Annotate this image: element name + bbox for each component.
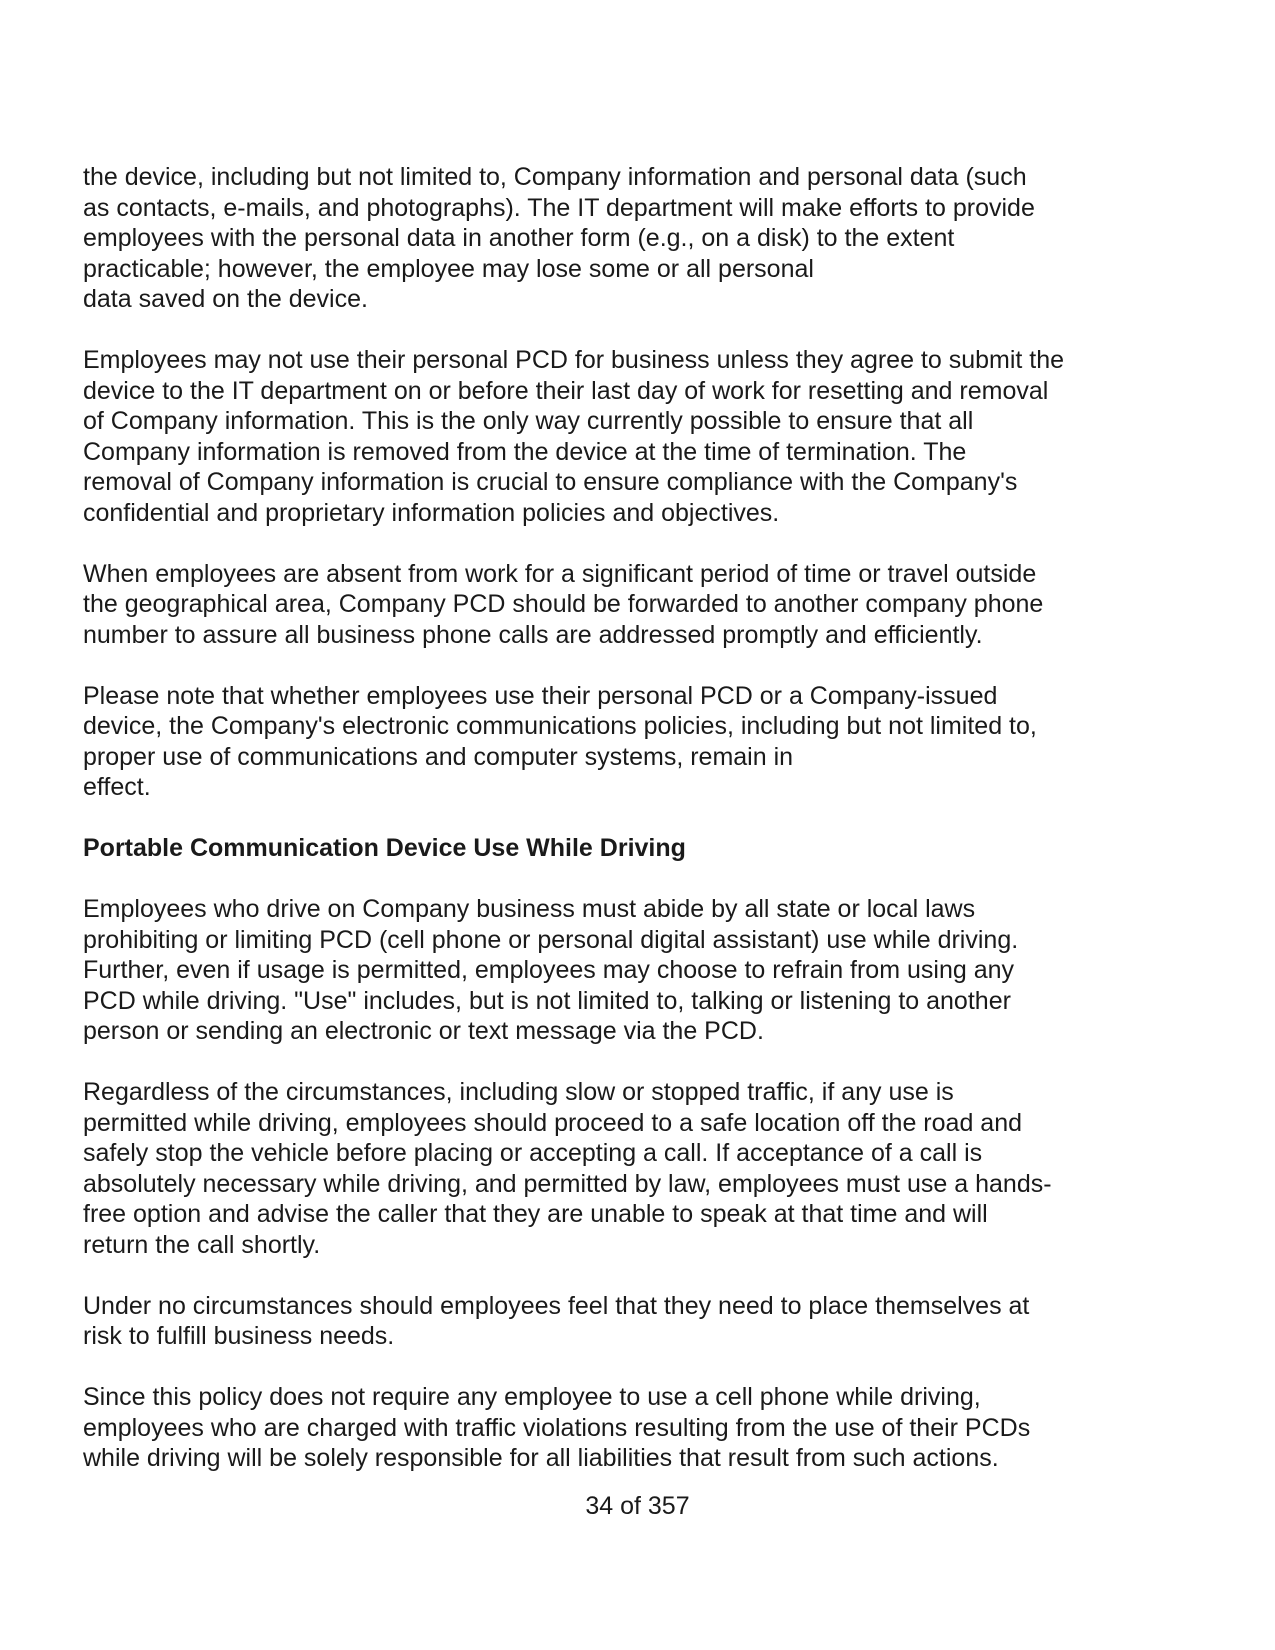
paragraph-policies-effect [83, 681, 1203, 803]
page-body [83, 162, 1203, 1474]
text-line: Employees may not use their personal PCD for business unless they agree to submit the [83, 346, 1065, 374]
text-line: data saved on the device. [83, 285, 368, 313]
text-line: while driving will be solely responsible for all liabilities that result from such actions. [83, 1444, 999, 1472]
text-line: prohibiting or limiting PCD (cell phone or personal digital assistant) use while driving. [83, 925, 1019, 954]
text-line: Employees who drive on Company business must abide by all state or local laws [83, 895, 976, 923]
text-line: Regardless of the circumstances, including slow or stopped traffic, if any use is [83, 1078, 954, 1106]
text-line: device to the IT department on or before their last day of work for resetting and removal [83, 376, 1049, 405]
text-line: employees with the personal data in another form (e.g., on a disk) to the extent [83, 224, 955, 252]
text-line: number to assure all business phone calls are addressed promptly and efficiently. [83, 620, 983, 649]
text-line: person or sending an electronic or text message via the PCD. [83, 1017, 764, 1045]
text-line: of Company information. This is the only way currently possible to ensure that all [83, 407, 974, 435]
text-line: Please note that whether employees use their personal PCD or a Company-issued [83, 681, 998, 710]
text-line: device, the Company's electronic communications policies, including but not limited to, [83, 712, 1037, 740]
text-line: absolutely necessary while driving, and permitted by law, employees must use a hands- [83, 1169, 1052, 1198]
paragraph-safe-location [83, 1077, 1203, 1260]
paragraph-liabilities [83, 1382, 1203, 1474]
text-line: the device, including but not limited to, Company information and personal data (such [83, 163, 1027, 191]
text-line: permitted while driving, employees should proceed to a safe location off the road and [83, 1108, 1023, 1137]
page-number: 34 of 357 [585, 1492, 690, 1520]
text-line: removal of Company information is crucial to ensure compliance with the Company's [83, 468, 1018, 496]
text-line: safely stop the vehicle before placing or accepting a call. If acceptance of a call is [83, 1139, 983, 1167]
text-line: free option and advise the caller that they are unable to speak at that time and will [83, 1200, 988, 1228]
text-line: Since this policy does not require any employee to use a cell phone while driving, [83, 1383, 981, 1411]
paragraph-call-forwarding [83, 559, 1203, 651]
text-line: confidential and proprietary information policies and objectives. [83, 498, 780, 527]
paragraph-personal-pcd [83, 345, 1203, 528]
text-line: Further, even if usage is permitted, employees may choose to refrain from using any [83, 956, 1015, 984]
text-line: return the call shortly. [83, 1230, 321, 1259]
text-line: as contacts, e-mails, and photographs). The IT department will make efforts to provide [83, 193, 1035, 222]
section-heading: Portable Communication Device Use While Driving [83, 834, 686, 862]
paragraph-state-laws [83, 894, 1203, 1047]
text-line: Under no circumstances should employees feel that they need to place themselves at [83, 1291, 1030, 1320]
text-line: employees who are charged with traffic violations resulting from the use of their PCDs [83, 1413, 1031, 1442]
paragraph-device-reset [83, 162, 1203, 315]
text-line: PCD while driving. "Use" includes, but is not limited to, talking or listening to another [83, 986, 1011, 1015]
paragraph-no-risk [83, 1291, 1203, 1352]
text-line: risk to fulfill business needs. [83, 1322, 395, 1350]
text-line: proper use of communications and computer systems, remain in [83, 742, 794, 771]
text-line: effect. [83, 773, 151, 801]
text-line: Company information is removed from the device at the time of termination. The [83, 437, 967, 466]
text-line: the geographical area, Company PCD should be forwarded to another company phone [83, 590, 1044, 618]
text-line: practicable; however, the employee may lose some or all personal [83, 254, 814, 283]
text-line: When employees are absent from work for a significant period of time or travel outside [83, 559, 1037, 588]
